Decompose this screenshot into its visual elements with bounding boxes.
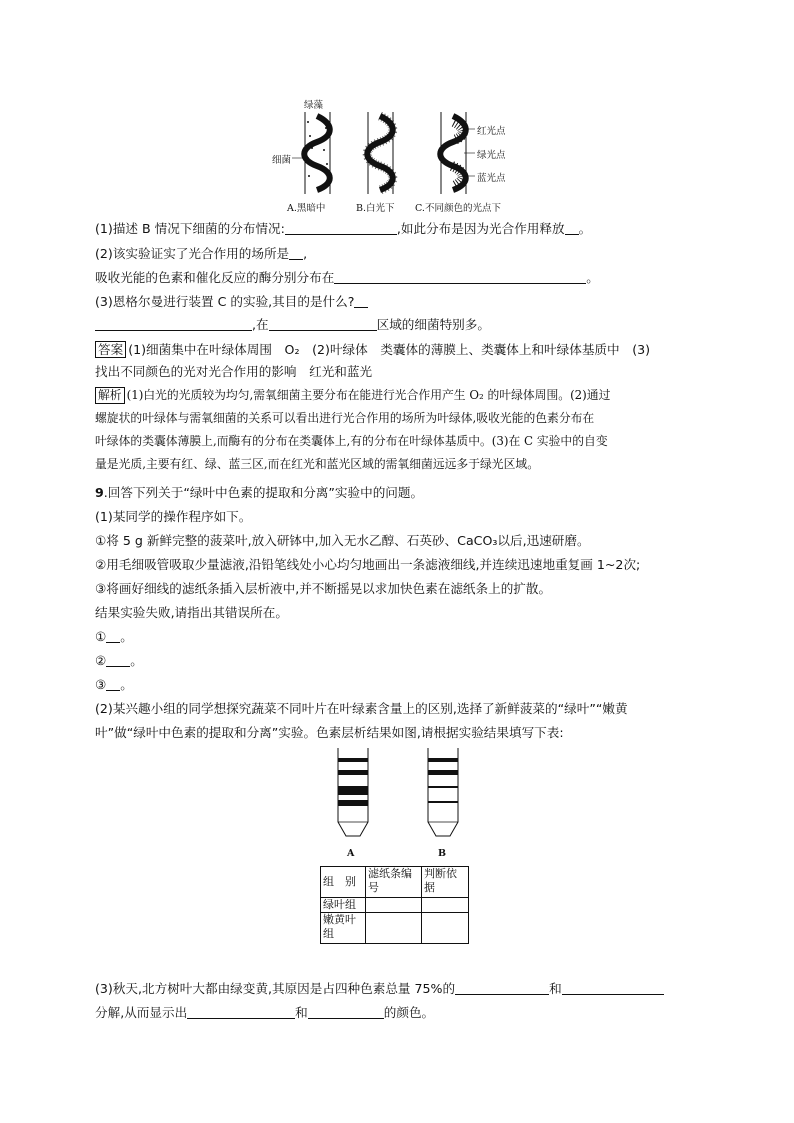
blank[interactable] [187, 1004, 295, 1019]
table-cell-input[interactable] [422, 898, 469, 913]
blank[interactable] [95, 316, 252, 331]
q9-step3: ③将画好细线的滤纸条插入层析液中,并不断摇晃以求加快色素在滤纸条上的扩散。 [95, 581, 552, 596]
caption-a: A.黑暗中 [287, 203, 326, 214]
blank[interactable] [565, 220, 579, 235]
strip-a-label: A [347, 848, 355, 859]
table-header-basis: 判断依据 [422, 867, 469, 898]
q9-error-2: ② 。 [95, 653, 143, 668]
table-cell-input[interactable] [366, 913, 422, 944]
q9-part3-a: (3)秋天,北方树叶大都由绿变黄,其原因是占四种色素总量 75%的 和 [95, 979, 664, 999]
table-cell-input[interactable] [422, 913, 469, 944]
analysis-tag: 解析 [95, 387, 125, 404]
chromatography-figure [330, 748, 470, 852]
blank[interactable] [269, 316, 377, 331]
label-blue-spot: 蓝光点 [477, 173, 506, 184]
table-row [321, 898, 469, 913]
blank[interactable] [106, 652, 130, 667]
q9-part3-b: 分解,从而显示出 和 的颜色。 [95, 1005, 435, 1020]
table-header-strip: 滤纸条编号 [366, 867, 422, 898]
label-red-spot: 红光点 [477, 126, 506, 137]
q9-part2-b: 叶”做“绿叶中色素的提取和分离”实验。色素层析结果如图,请根据实验结果填写下表: [95, 725, 564, 740]
q9-fail: 结果实验失败,请指出其错误所在。 [95, 605, 288, 620]
q9-title: 9.回答下列关于“绿叶中色素的提取和分离”实验中的问题。 [95, 485, 424, 500]
table-cell-input[interactable] [366, 898, 422, 913]
analysis-line-3: 叶绿体的类囊体薄膜上,而酶有的分布在类囊体上,有的分布在叶绿体基质中。(3)在 C 实验中的自变 [95, 434, 608, 448]
q8-part2: (2)该实验证实了光合作用的场所是 , [95, 246, 308, 261]
label-bacteria: 细菌 [272, 155, 292, 166]
tube-c [440, 112, 475, 194]
blank[interactable] [334, 269, 586, 284]
answer-block [95, 339, 705, 383]
q8-part3: (3)恩格尔曼进行装置 C 的实验,其目的是什么? [95, 292, 368, 312]
table-cell-yellow: 嫩黄叶组 [321, 913, 366, 944]
q9-part2-a: (2)某兴趣小组的同学想探究蔬菜不同叶片在叶绿素含量上的区别,选择了新鲜菠菜的“绿叶”“嫩黄 [95, 701, 628, 716]
analysis-line-1: 解析 (1)白光的光质较为均匀,需氧细菌主要分布在能进行光合作用产生 O₂ 的叶绿体周围。(2)通过 [95, 384, 705, 407]
blank[interactable] [308, 1004, 384, 1019]
table-cell-green: 绿叶组 [321, 898, 366, 913]
strip-b [428, 748, 458, 836]
blank[interactable] [455, 980, 549, 995]
blank[interactable] [106, 628, 120, 643]
caption-c: C.不同颜色的光点下 [415, 203, 501, 214]
answer-line-1: 答案 (1)细菌集中在叶绿体周围 O₂ (2)叶绿体 类囊体的薄膜上、类囊体上和叶绿体基质中 (3) [95, 339, 705, 361]
tube-b [367, 112, 393, 194]
blank[interactable] [562, 980, 664, 995]
q8-part2-cont: 吸收光能的色素和催化反应的酶分别分布在 。 [95, 270, 599, 285]
analysis-line-4: 量是光质,主要有红、绿、蓝三区,而在红光和蓝光区域的需氧细菌远远多于绿光区域。 [95, 457, 539, 471]
analysis-line-2: 螺旋状的叶绿体与需氧细菌的关系可以看出进行光合作用的场所为叶绿体,吸收光能的色素分布在 [95, 411, 595, 425]
table-row [321, 867, 469, 898]
tube-a [292, 112, 330, 194]
answer-tag: 答案 [95, 341, 126, 358]
table-row [321, 913, 469, 944]
blank[interactable] [289, 245, 303, 260]
q9-step1: ①将 5 g 新鲜完整的菠菜叶,放入研钵中,加入无水乙醇、石英砂、CaCO₃以后,迅速研磨。 [95, 533, 590, 548]
strip-b-label: B [438, 848, 447, 859]
q9-error-3: ③ 。 [95, 677, 133, 692]
caption-b: B.白光下 [356, 203, 395, 214]
blank[interactable] [106, 676, 120, 691]
answer-line-2: 找出不同颜色的光对光合作用的影响 红光和蓝光 [95, 364, 373, 379]
label-alga: 绿藻 [304, 100, 324, 111]
q9-step2: ②用毛细吸管吸取少量滤液,沿铅笔线处小心均匀地画出一条滤液细线,并连续迅速地重复画 1~2次; [95, 557, 641, 572]
blank[interactable] [285, 220, 397, 235]
q8-part1: (1)描述 B 情况下细菌的分布情况: ,如此分布是因为光合作用释放 。 [95, 221, 592, 236]
q9-error-1: ① 。 [95, 629, 133, 644]
result-table [320, 866, 469, 944]
q8-part3-cont: ,在 区域的细菌特别多。 [95, 315, 490, 335]
label-green-spot: 绿光点 [477, 150, 506, 161]
q9-part1: (1)某同学的操作程序如下。 [95, 509, 252, 524]
blank[interactable] [354, 293, 368, 308]
strip-a [338, 748, 368, 836]
table-header-group: 组 别 [321, 867, 366, 898]
analysis-block [95, 384, 705, 476]
